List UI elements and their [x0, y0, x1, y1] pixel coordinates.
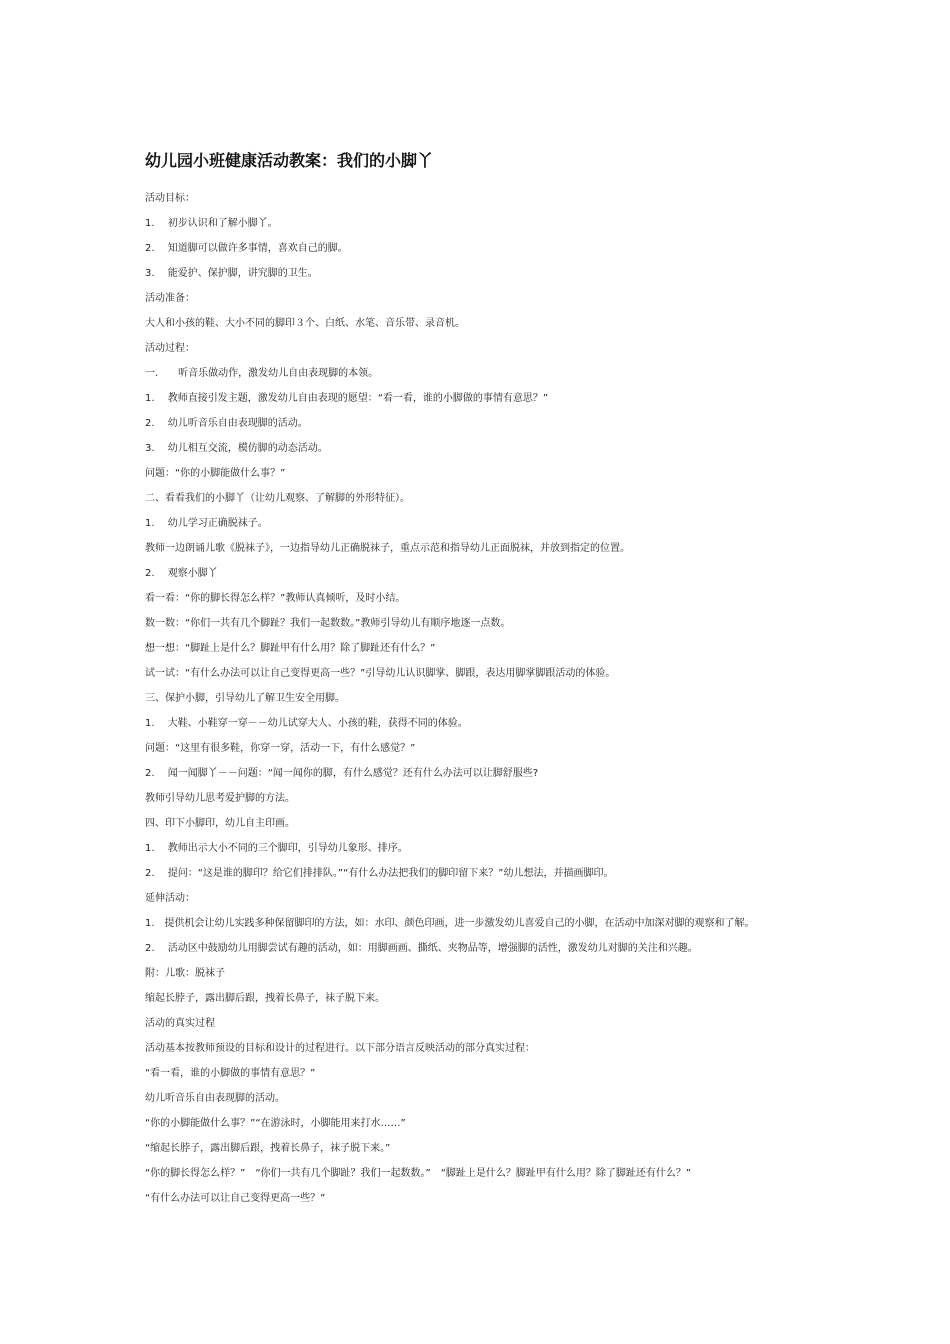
paragraph-line: 想一想：“脚趾上是什么？脚趾甲有什么用？除了脚趾还有什么？”	[145, 643, 436, 654]
paragraph-line: 幼儿听音乐自由表现脚的活动。	[145, 1093, 285, 1104]
paragraph-line: 延伸活动：	[145, 893, 195, 904]
paragraph-line: 活动目标：	[145, 193, 195, 204]
paragraph-line: 3. 能爱护、保护脚，讲究脚的卫生。	[145, 268, 318, 279]
paragraph-line: “有什么办法可以让自己变得更高一些？”	[145, 1193, 326, 1204]
paragraph-line: “看一看，谁的小脚做的事情有意思？”	[145, 1068, 316, 1079]
paragraph-line: 3. 幼儿相互交流，模仿脚的动态活动。	[145, 443, 328, 454]
paragraph-line: 问题：“这里有很多鞋，你穿一穿，活动一下，有什么感觉？”	[145, 743, 416, 754]
paragraph-line: 活动过程：	[145, 343, 195, 354]
paragraph-line: 2. 知道脚可以做许多事情，喜欢自己的脚。	[145, 243, 348, 254]
paragraph-line: 1. 大鞋、小鞋穿一穿－－幼儿试穿大人、小孩的鞋，获得不同的体验。	[145, 718, 468, 729]
paragraph-line: 大人和小孩的鞋、大小不同的脚印３个、白纸、水笔、音乐带、录音机。	[145, 318, 465, 329]
paragraph-line: 2. 提问：“这是谁的脚印？给它们排排队。”“有什么办法把我们的脚印留下来？”幼儿想法，并描画脚印。	[145, 868, 614, 879]
paragraph-list	[145, 192, 865, 1217]
paragraph-line: “你的脚长得怎么样？” “你们一共有几个脚趾？我们一起数数。” “脚趾上是什么？脚趾甲有什么用？除了脚趾还有什么？”	[145, 1168, 692, 1179]
paragraph-line: 问题：“你的小脚能做什么事？”	[145, 468, 286, 479]
paragraph-line: 1. 初步认识和了解小脚丫。	[145, 218, 278, 229]
page-title: 幼儿园小班健康活动教案：我们的小脚丫	[145, 151, 434, 170]
paragraph-line: 教师引导幼儿思考爱护脚的方法。	[145, 793, 295, 804]
paragraph-line: 数一数：“你们一共有几个脚趾？我们一起数数。”教师引导幼儿有顺序地逐一点数。	[145, 618, 511, 629]
paragraph-line: 1. 教师出示大小不同的三个脚印，引导幼儿象形、排序。	[145, 843, 408, 854]
paragraph-line: 1. 提供机会让幼儿实践多种保留脚印的方法，如：水印、颜色印画，进一步激发幼儿喜爱自己的小脚，在活动中加深对脚的观察和了解。	[145, 918, 755, 929]
paragraph-line: 附：儿歌：脱袜子	[145, 968, 225, 979]
paragraph-line: 一. 听音乐做动作，激发幼儿自由表现脚的本领。	[145, 368, 379, 379]
paragraph-line: 三、保护小脚，引导幼儿了解卫生安全用脚。	[145, 693, 345, 704]
document-body	[145, 150, 865, 1217]
paragraph-line: 2. 闻一闻脚丫－－问题：“闻一闻你的脚，有什么感觉？还有什么办法可以让脚舒服些?	[145, 768, 539, 779]
paragraph-line: 活动准备：	[145, 293, 195, 304]
paragraph-line: 2. 观察小脚丫	[145, 568, 218, 579]
paragraph-line: 缩起长脖子，露出脚后跟，拽着长鼻子，袜子脱下来。	[145, 993, 385, 1004]
paragraph-line: 1. 教师直接引发主题，激发幼儿自由表现的愿望：“看一看，谁的小脚做的事情有意思？”	[145, 393, 549, 404]
paragraph-line: 四、印下小脚印，幼儿自主印画。	[145, 818, 295, 829]
paragraph-line: “缩起长脖子，露出脚后跟，拽着长鼻子，袜子脱下来。”	[145, 1143, 391, 1154]
paragraph-line: 2. 幼儿听音乐自由表现脚的活动。	[145, 418, 308, 429]
paragraph-line: 教师一边朗诵儿歌《脱袜子》，一边指导幼儿正确脱袜子，重点示范和指导幼儿正面脱袜，并放到指定的位置。	[145, 543, 630, 554]
paragraph-line: 二、看看我们的小脚丫（让幼儿观察、了解脚的外形特征）。	[145, 493, 410, 504]
paragraph-line: “你的小脚能做什么事？”“在游泳时，小脚能用来打水……”	[145, 1118, 406, 1129]
paragraph-line: 2. 活动区中鼓励幼儿用脚尝试有趣的活动，如：用脚画画、撕纸、夹物品等，增强脚的活性，激发幼儿对脚的关注和兴趣。	[145, 943, 698, 954]
paragraph-line: 活动的真实过程	[145, 1018, 215, 1029]
paragraph-line: 活动基本按教师预设的目标和设计的过程进行。以下部分语言反映活动的部分真实过程：	[145, 1043, 535, 1054]
paragraph-line: 试一试：“有什么办法可以让自己变得更高一些？”引导幼儿认识脚掌、脚跟，表达用脚掌脚跟活动的体验。	[145, 668, 616, 679]
paragraph-line: 1. 幼儿学习正确脱袜子。	[145, 518, 268, 529]
paragraph-line: 看一看：“你的脚长得怎么样？”教师认真倾听，及时小结。	[145, 593, 406, 604]
